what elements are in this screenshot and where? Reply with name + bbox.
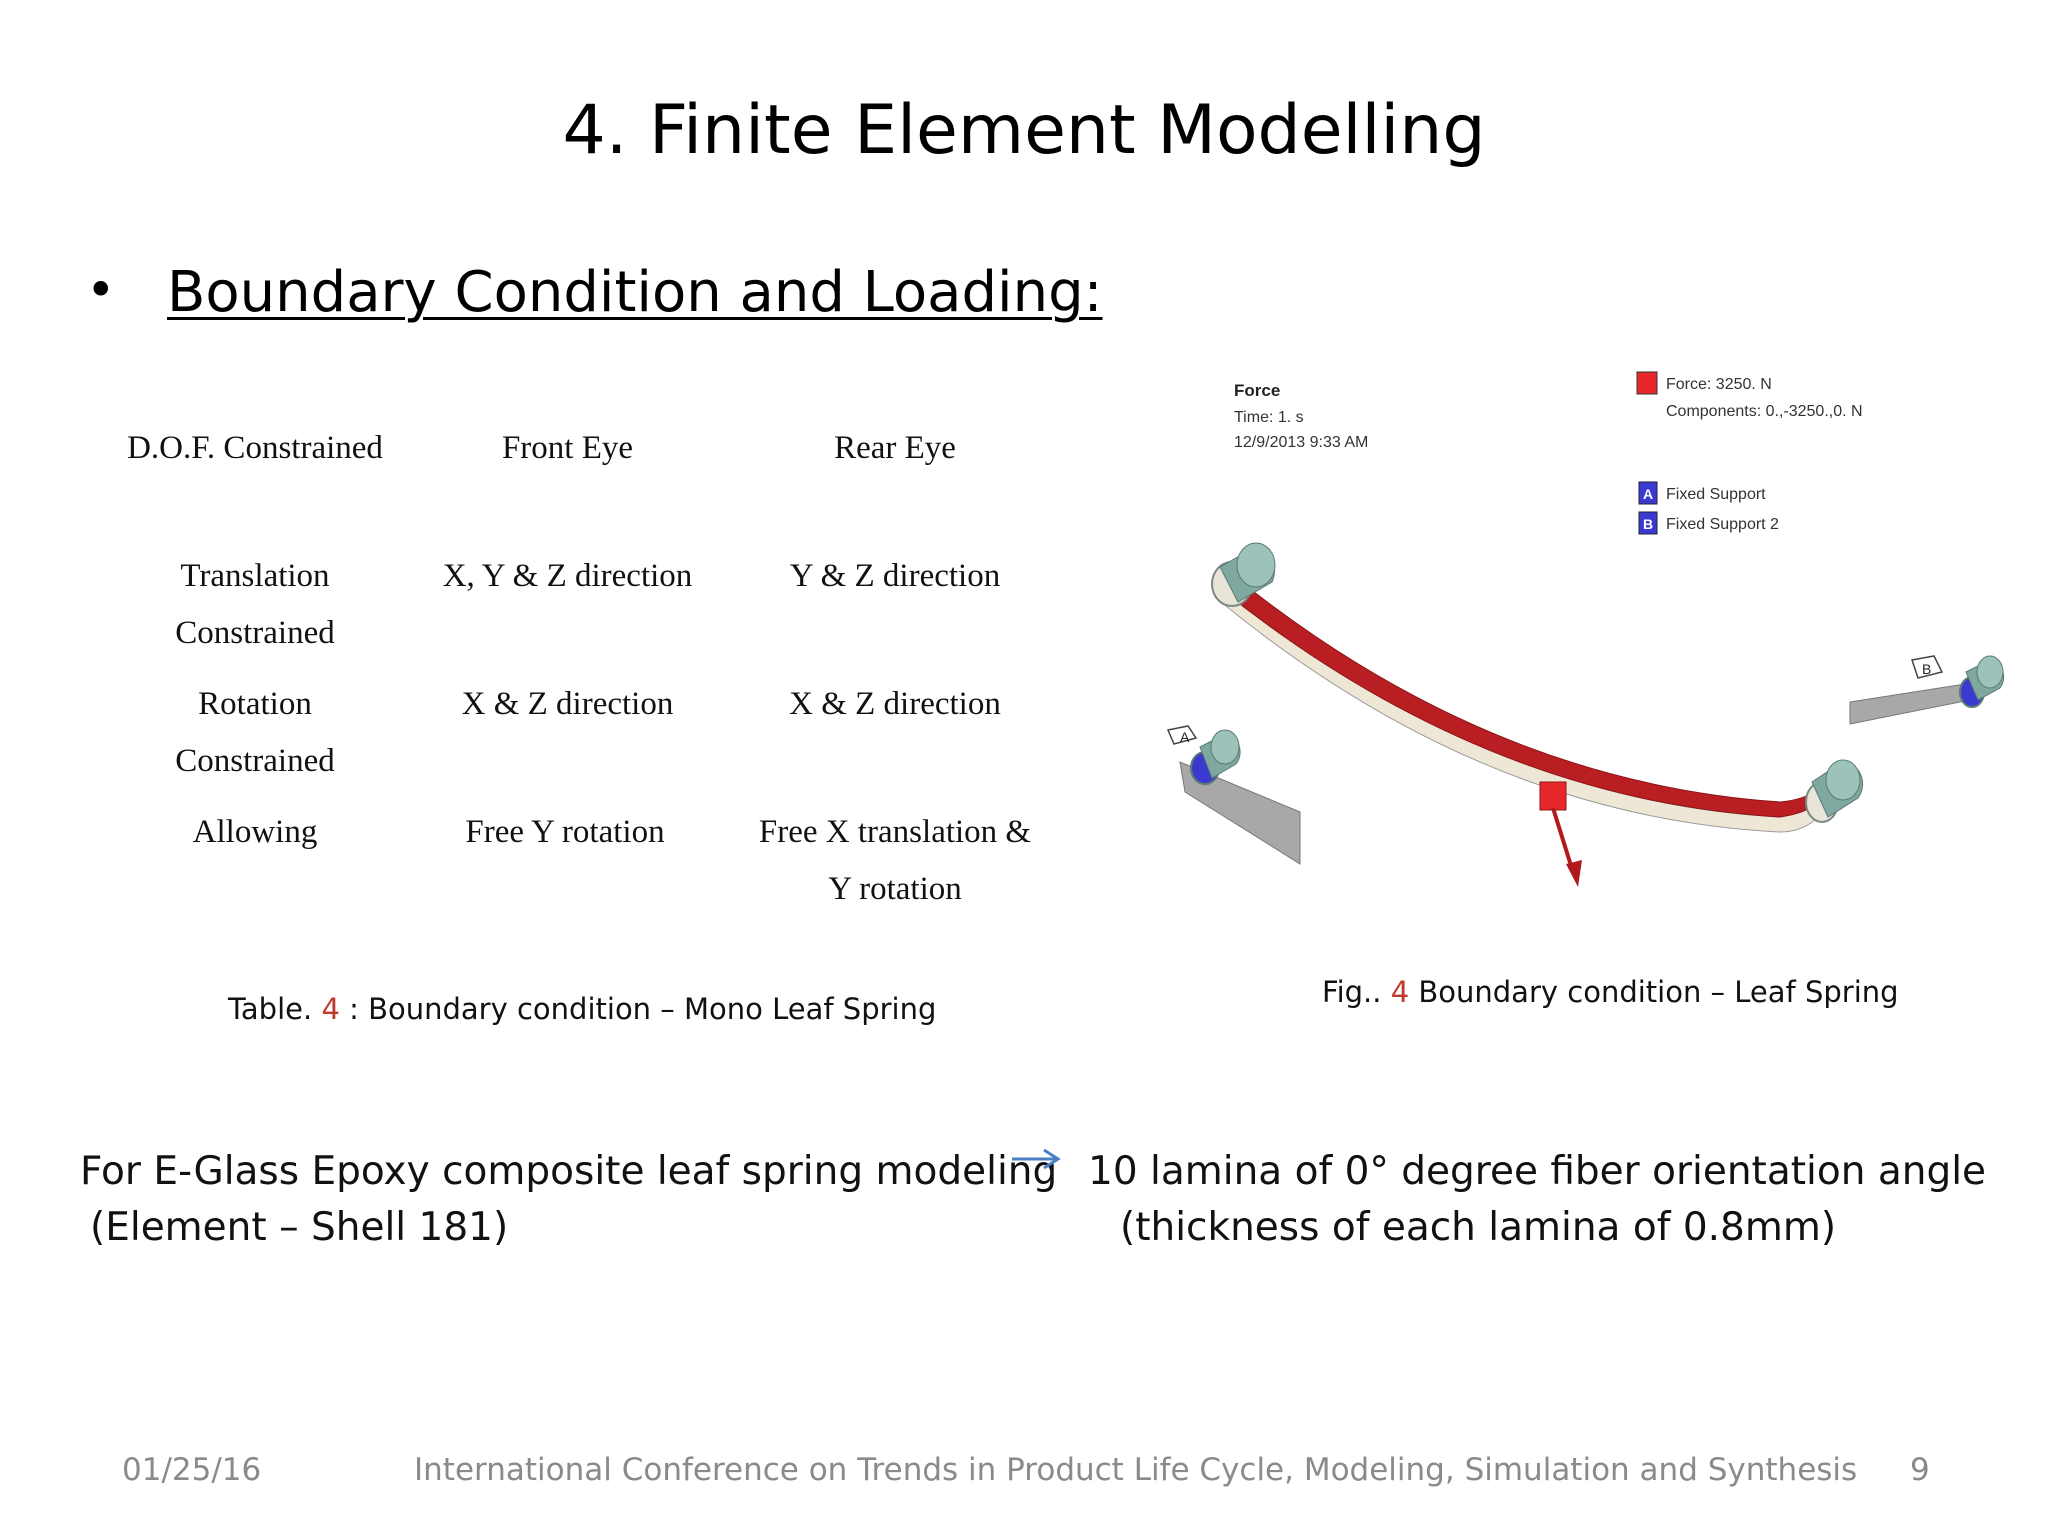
table-header-front: Front Eye — [501, 430, 634, 466]
figure-time: Time: 1. s — [1234, 409, 1304, 426]
force-arrowhead-icon — [1566, 860, 1582, 887]
force-point-icon — [1540, 782, 1566, 810]
right-arrow-icon — [1010, 1146, 1062, 1172]
table-row-label: Constrained — [175, 743, 335, 779]
spring-underlayer — [1215, 587, 1815, 832]
spring-leaf — [1222, 577, 1810, 817]
figure-force-label: Force — [1234, 381, 1281, 400]
support-b-marker: B — [1922, 661, 1932, 677]
table-cell-front: X, Y & Z direction — [442, 558, 693, 594]
table-cell-rear: Y & Z direction — [789, 558, 1001, 594]
force-arrow-icon — [1553, 808, 1573, 872]
figure-caption: Fig.. 4 Boundary condition – Leaf Spring — [1322, 975, 1899, 1009]
legend-force: Force: 3250. N — [1666, 376, 1772, 393]
rear-eye-icon — [1806, 760, 1863, 822]
support-b-view — [1850, 656, 2004, 724]
table-cell-front: X & Z direction — [461, 686, 674, 722]
section-heading: Boundary Condition and Loading: — [167, 260, 1103, 325]
table-row-label: Translation — [180, 558, 330, 594]
figure-datetime: 12/9/2013 9:33 AM — [1234, 434, 1369, 451]
footer-conference: International Conference on Trends in Product Life Cycle, Modeling, Simulation and Synthesis — [414, 1452, 1858, 1488]
lamina-thickness: (thickness of each lamina of 0.8mm) — [1120, 1205, 1837, 1250]
table-header-rear: Rear Eye — [834, 430, 956, 466]
element-type: (Element – Shell 181) — [90, 1205, 509, 1250]
leaf-spring-figure — [1160, 362, 2010, 892]
front-eye-icon — [1212, 543, 1275, 606]
lamina-description: 10 lamina of 0° degree fiber orientation angle — [1088, 1149, 1987, 1194]
element-description: For E-Glass Epoxy composite leaf spring modeling — [80, 1149, 1058, 1194]
table-cell-front: Free Y rotation — [465, 814, 665, 850]
table-caption: Table. 4 : Boundary condition – Mono Leaf Spring — [228, 992, 937, 1026]
table-row-label: Rotation — [198, 686, 312, 722]
legend-support-a: Fixed Support — [1666, 486, 1766, 503]
table-cell-rear: Y rotation — [828, 871, 962, 907]
footer-page-number: 9 — [1910, 1452, 1930, 1488]
legend-components: Components: 0.,-3250.,0. N — [1666, 403, 1863, 420]
support-a-view — [1168, 726, 1300, 864]
support-a-key: A — [1642, 486, 1654, 502]
legend-support-b: Fixed Support 2 — [1666, 516, 1779, 533]
support-b-key: B — [1642, 516, 1654, 532]
table-cell-rear: Free X translation & — [758, 814, 1032, 850]
table-row-label: Constrained — [175, 615, 335, 651]
force-legend-icon — [1637, 372, 1657, 394]
support-a-marker: A — [1180, 729, 1190, 745]
slide-title: 4. Finite Element Modelling — [562, 91, 1486, 170]
table-row-label: Allowing — [192, 814, 318, 850]
bullet-icon: • — [86, 261, 116, 319]
table-header-dof: D.O.F. Constrained — [127, 430, 383, 466]
table-cell-rear: X & Z direction — [789, 686, 1001, 722]
footer-date: 01/25/16 — [122, 1452, 262, 1488]
